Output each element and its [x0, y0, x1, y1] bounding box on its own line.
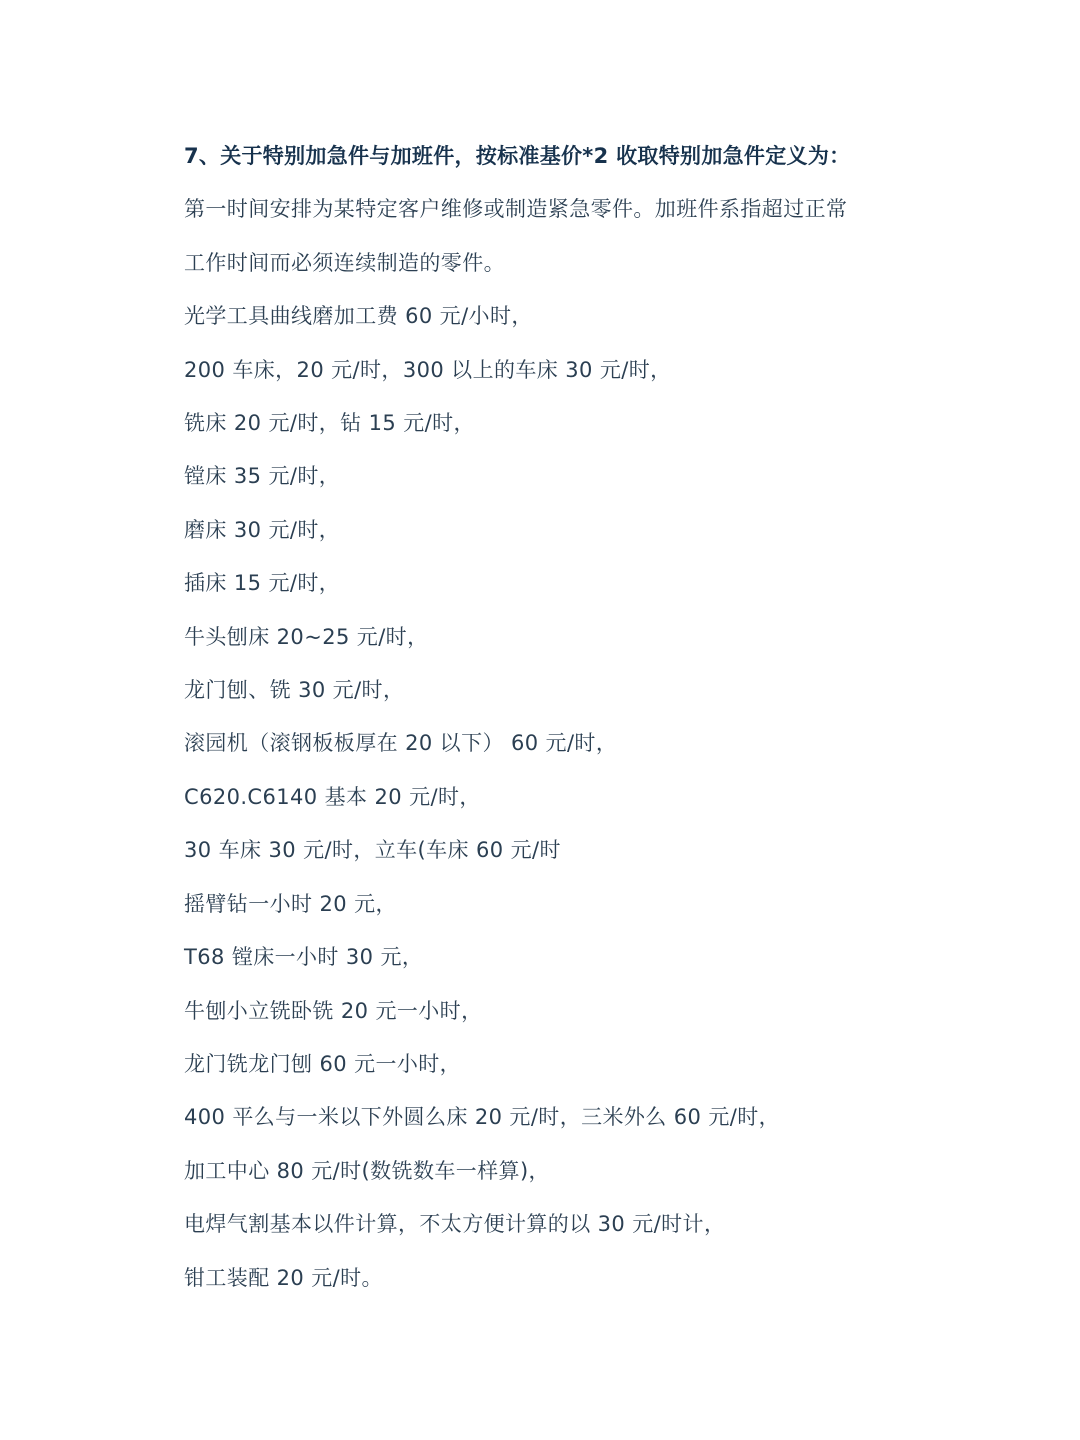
text-line: 钳工装配 20 元/时。 [184, 1265, 383, 1290]
text-line: 镗床 35 元/时， [184, 464, 341, 489]
text-line: 插床 15 元/时， [184, 571, 341, 596]
text-line: 滚园机（滚钢板板厚在 20 以下） 60 元/时， [184, 731, 618, 756]
text-line: 牛刨小立铣卧铣 20 元一小时， [184, 998, 483, 1023]
document-body [184, 130, 924, 1305]
text-line: 磨床 30 元/时， [184, 517, 341, 542]
section-heading: 7、关于特别加急件与加班件，按标准基价*2 收取特别加急件定义为： [184, 144, 851, 168]
text-line: 工作时间而必须连续制造的零件。 [184, 250, 505, 275]
text-line: 铣床 20 元/时，钻 15 元/时， [184, 411, 475, 436]
text-line: 光学工具曲线磨加工费 60 元/小时， [184, 304, 533, 329]
text-line: T68 镗床一小时 30 元， [184, 945, 424, 970]
text-line: 牛头刨床 20~25 元/时， [184, 624, 429, 649]
text-line: C620.C6140 基本 20 元/时， [184, 784, 481, 809]
text-line: 第一时间安排为某特定客户维修或制造紧急零件。加班件系指超过正常 [184, 197, 848, 222]
text-line: 30 车床 30 元/时，立车(车床 60 元/时 [184, 838, 561, 863]
text-line: 摇臂钻一小时 20 元， [184, 891, 397, 916]
text-line: 龙门铣龙门刨 60 元一小时， [184, 1051, 462, 1076]
text-line: 电焊气割基本以件计算，不太方便计算的以 30 元/时计， [184, 1212, 726, 1237]
text-line: 龙门刨、铣 30 元/时， [184, 678, 405, 703]
text-line: 400 平么与一米以下外圆么床 20 元/时，三米外么 60 元/时， [184, 1105, 781, 1130]
text-line: 加工中心 80 元/时(数铣数车一样算)， [184, 1158, 550, 1183]
text-line: 200 车床，20 元/时，300 以上的车床 30 元/时， [184, 357, 672, 382]
